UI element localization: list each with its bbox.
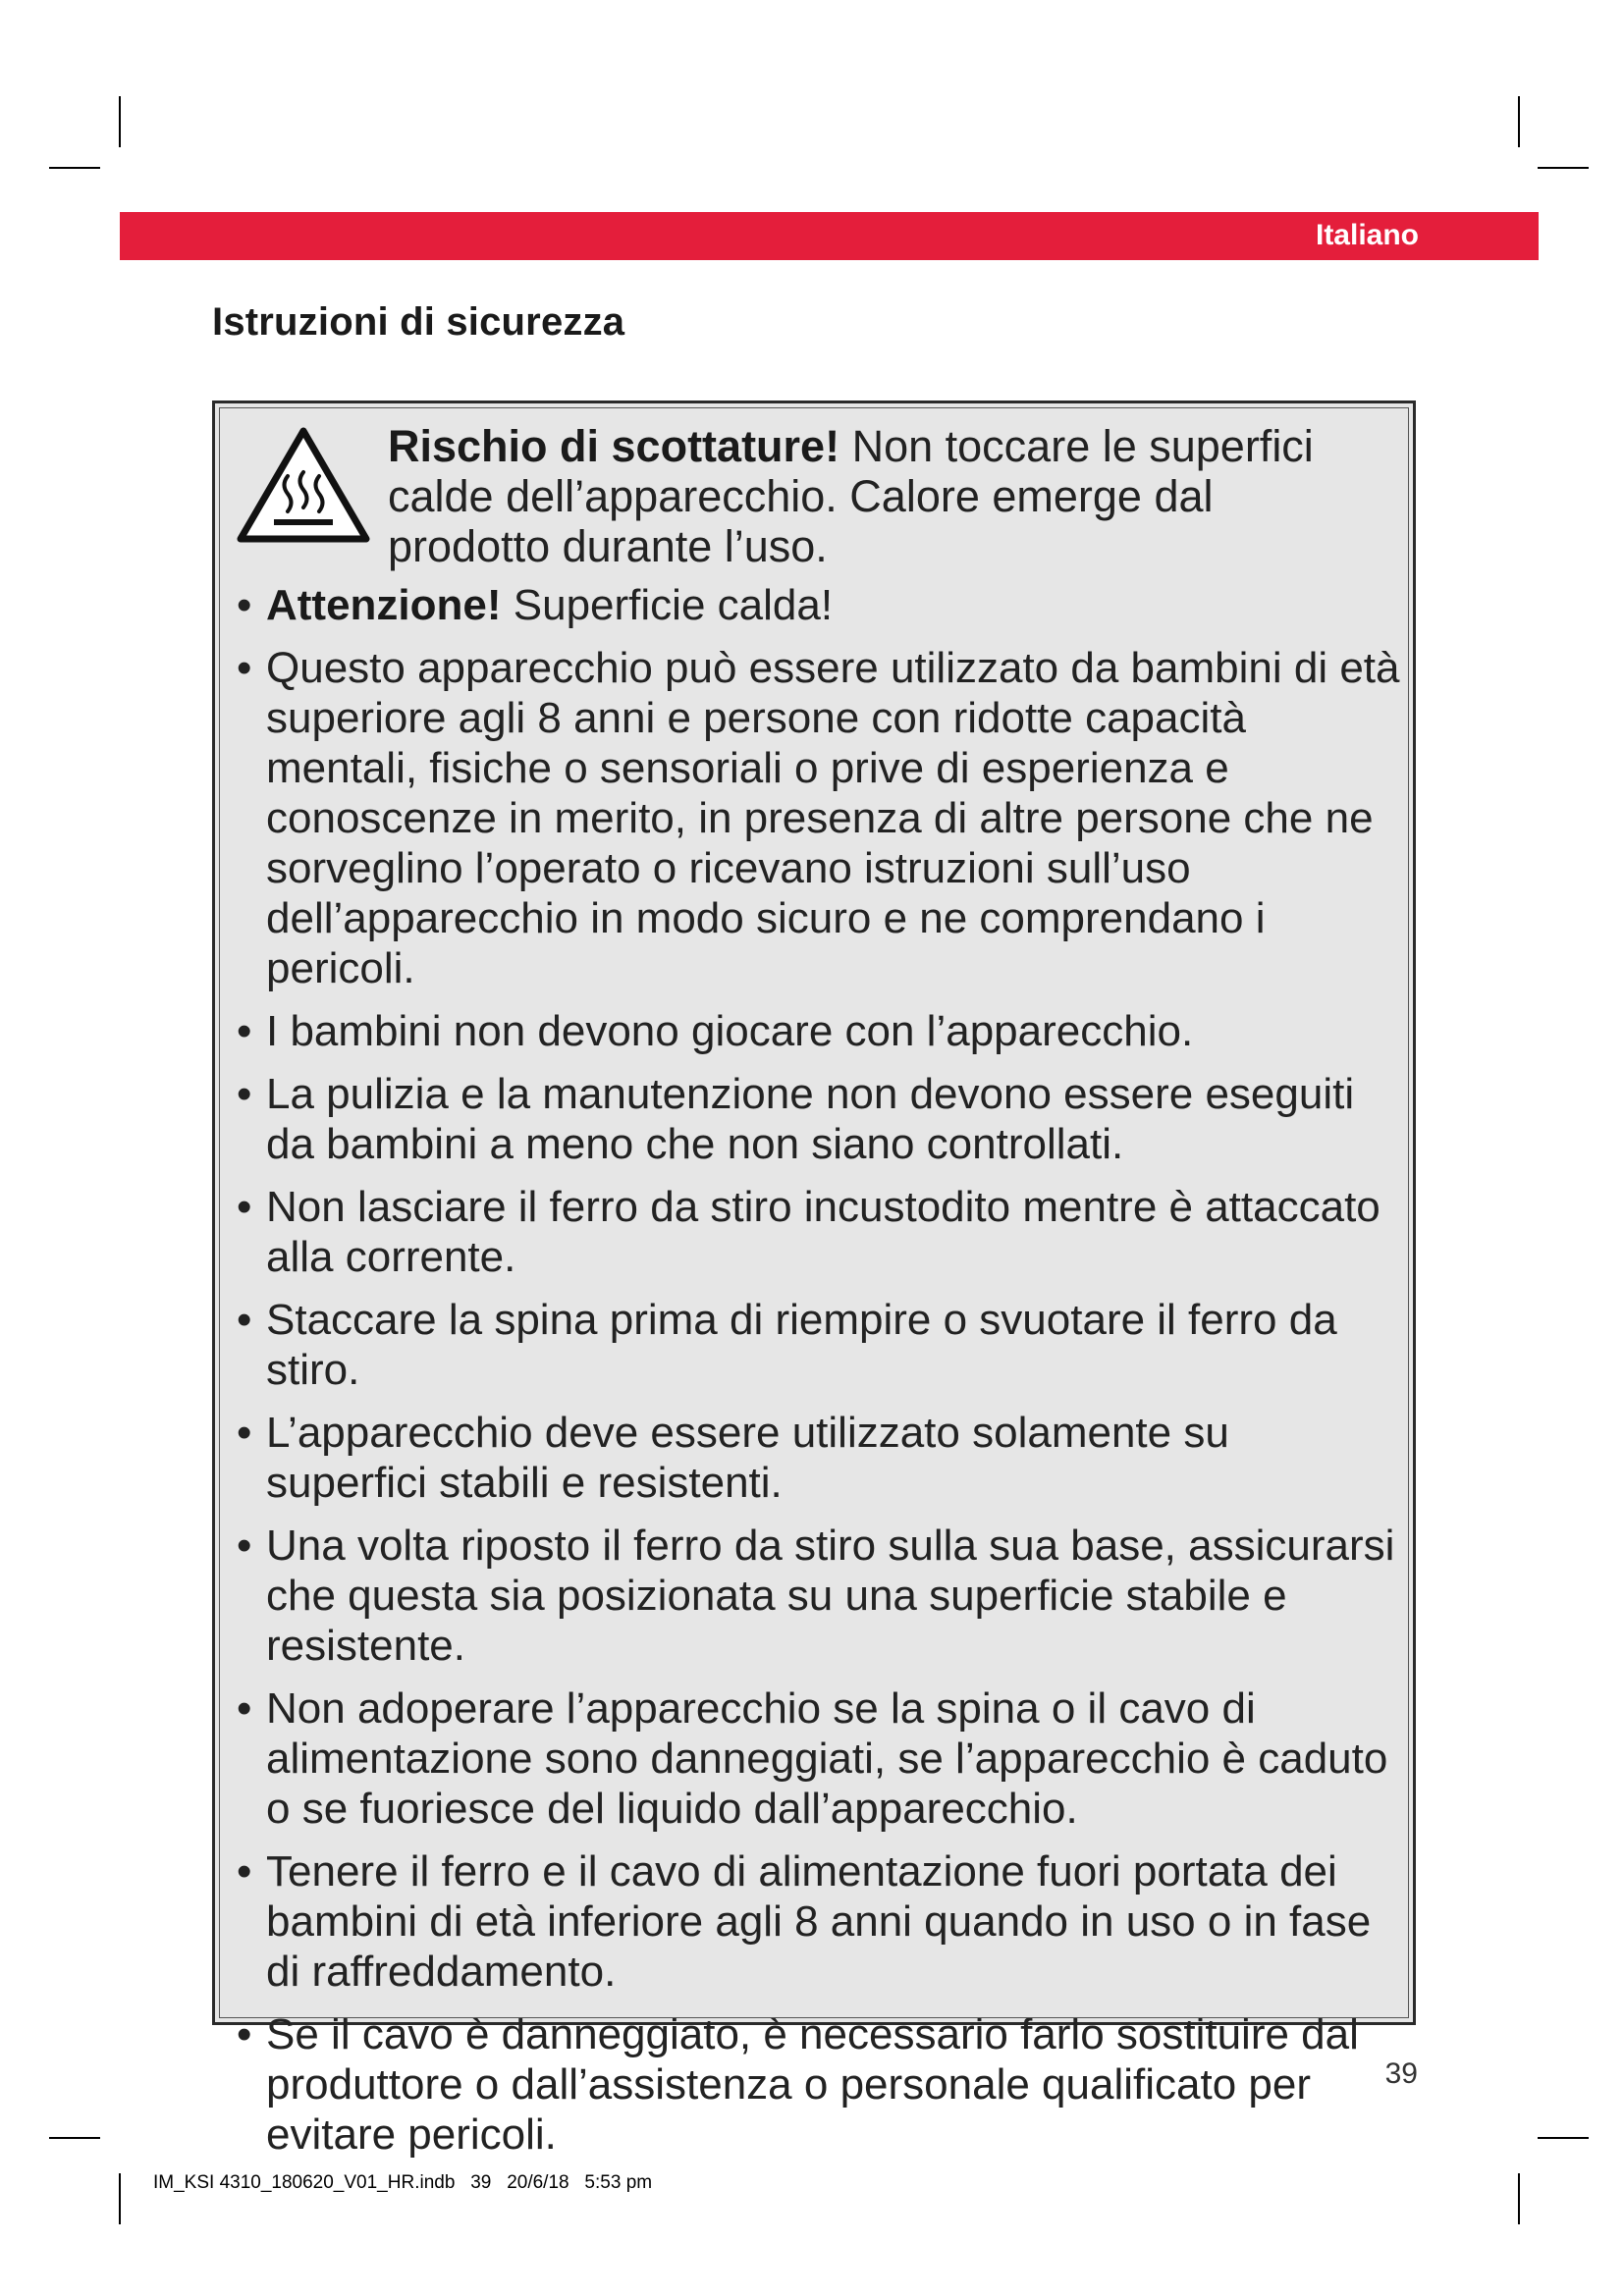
- crop-mark-top-left-horizontal: [49, 167, 100, 169]
- bullet-strong-label: Attenzione!: [266, 581, 502, 629]
- bullet-text: Non adoperare l’apparecchio se la spina o il cavo di alimentazione sono danneggiati, se l’apparecchio è caduto o se fuoriesce del liquido dall’apparecchio.: [266, 1684, 1388, 1833]
- page-title: Istruzioni di sicurezza: [212, 300, 625, 344]
- burn-risk-title: Rischio di scottature!: [388, 421, 840, 471]
- bullet-dot-icon: •: [237, 1847, 252, 1896]
- crop-mark-bottom-right-vertical: [1518, 2173, 1520, 2224]
- safety-bullet-item: [237, 1006, 1400, 1056]
- bullet-dot-icon: •: [237, 644, 252, 692]
- safety-bullet-item: [237, 1521, 1400, 1671]
- safety-bullet-item: [237, 1295, 1400, 1395]
- bullet-text: La pulizia e la manutenzione non devono essere eseguiti da bambini a meno che non siano controllati.: [266, 1070, 1355, 1168]
- bullet-text: Staccare la spina prima di riempire o svuotare il ferro da stiro.: [266, 1296, 1337, 1394]
- print-file-info: IM_KSI 4310_180620_V01_HR.indb 39 20/6/18 5:53 pm: [153, 2172, 653, 2193]
- bullet-dot-icon: •: [237, 2010, 252, 2058]
- safety-bullet-list: [237, 580, 1400, 2172]
- safety-bullet-item: [237, 1846, 1400, 1997]
- burn-risk-text: Non toccare le superfici calde dell’apparecchio. Calore emerge dal prodotto durante l’uso.: [388, 421, 1314, 571]
- crop-mark-bottom-right-horizontal: [1538, 2137, 1589, 2139]
- bullet-text: I bambini non devono giocare con l’apparecchio.: [266, 1007, 1194, 1055]
- bullet-text: Una volta riposto il ferro da stiro sulla sua base, assicurarsi che questa sia posizionata su una superficie stabile e resistente.: [266, 1522, 1395, 1670]
- safety-bullet-item: [237, 643, 1400, 993]
- burn-risk-warning: [388, 421, 1370, 571]
- bullet-dot-icon: •: [237, 1070, 252, 1118]
- bullet-dot-icon: •: [237, 1684, 252, 1733]
- safety-bullet-item: [237, 1408, 1400, 1508]
- crop-mark-bottom-left-vertical: [119, 2173, 121, 2224]
- language-label: Italiano: [1315, 219, 1419, 251]
- bullet-text: Non lasciare il ferro da stiro incustodito mentre è attaccato alla corrente.: [266, 1183, 1380, 1281]
- page-number: 39: [1384, 2057, 1418, 2090]
- hot-surface-warning-icon: [235, 425, 372, 549]
- safety-bullet-item: [237, 1069, 1400, 1169]
- crop-mark-bottom-left-horizontal: [49, 2137, 100, 2139]
- bullet-dot-icon: •: [237, 1007, 252, 1055]
- language-header-bar: [120, 212, 1539, 260]
- bullet-text: Superficie calda!: [513, 581, 834, 629]
- crop-mark-top-right-horizontal: [1538, 167, 1589, 169]
- bullet-dot-icon: •: [237, 1183, 252, 1231]
- safety-bullet-item: [237, 580, 1400, 630]
- crop-mark-top-left-vertical: [119, 96, 121, 147]
- safety-bullet-item: [237, 2009, 1400, 2160]
- bullet-text: Tenere il ferro e il cavo di alimentazione fuori portata dei bambini di età inferiore agli 8 anni quando in uso o in fase di raffreddamento.: [266, 1847, 1372, 1996]
- bullet-text: L’apparecchio deve essere utilizzato solamente su superfici stabili e resistenti.: [266, 1409, 1229, 1507]
- bullet-text: Se il cavo è danneggiato, è necessario farlo sostituire dal produttore o dall’assistenza o personale qualificato per evitare pericoli.: [266, 2010, 1359, 2159]
- bullet-dot-icon: •: [237, 581, 252, 629]
- safety-bullet-item: [237, 1182, 1400, 1282]
- crop-mark-top-right-vertical: [1518, 96, 1520, 147]
- bullet-dot-icon: •: [237, 1409, 252, 1457]
- bullet-dot-icon: •: [237, 1522, 252, 1570]
- bullet-text: Questo apparecchio può essere utilizzato da bambini di età superiore agli 8 anni e persone con ridotte capacità mentali, fisiche o sensoriali o prive di esperienza e conoscenze in merito, in presenza di altre persone che ne sorveglino l’operato o ricevano istruzioni sull’uso dell’apparecchio in modo sicuro e ne comprendano i pericoli.: [266, 644, 1400, 992]
- safety-bullet-item: [237, 1683, 1400, 1834]
- bullet-dot-icon: •: [237, 1296, 252, 1344]
